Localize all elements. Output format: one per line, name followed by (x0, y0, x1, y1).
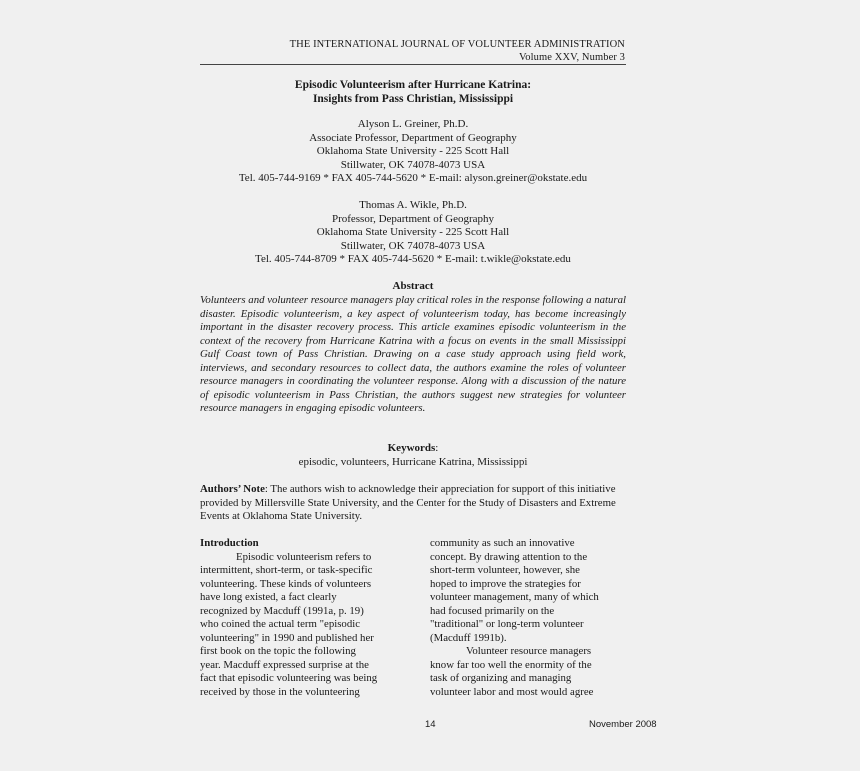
body-line: Volunteer resource managers (466, 645, 592, 657)
body-line: short-term volunteer, however, she (430, 564, 580, 576)
body-line: year. Macduff expressed surprise at the (200, 658, 369, 671)
body-line: (Macduff 1991b). (430, 631, 507, 644)
volume-number: Volume XXV, Number 3 (518, 52, 625, 63)
authors-note-label: Authors’ Note (200, 483, 265, 495)
running-header (290, 38, 625, 64)
author-name: Alyson L. Greiner, Ph.D. (357, 118, 469, 130)
journal-name: THE INTERNATIONAL JOURNAL OF VOLUNTEER ADMINISTRATION (289, 39, 625, 50)
abstract-text: Volunteers and volunteer resource managers play critical roles in the response following a natural disaster. Episodic volunteerism, a key aspect of volunteerism today, has become increasingly important in the disaster recovery process. This article examines episodic volunteerism in the context of the recovery from Hurricane Katrina with a focus on events in the small Mississippi Gulf Coast town of Pass Christian. Drawing on a case study approach using field work, interviews, and secondary resources to collect data, the authors examine the roles of volunteer resource managers in coordinating the volunteer response. Along with a discussion of the nature of episodic volunteerism in Pass Christian, the authors suggest new strategies for volunteer resource managers in engaging episodic volunteers. (200, 294, 626, 415)
body-line: know far too well the enormity of the (430, 658, 592, 671)
author-position: Associate Professor, Department of Geography (309, 131, 517, 144)
body-line: have long existed, a fact clearly (200, 591, 337, 603)
body-line: recognized by Macduff (1991a, p. 19) (200, 604, 364, 617)
header-rule (200, 64, 626, 65)
page-number: 14 (425, 719, 436, 730)
body-line: fact that episodic volunteering was being (200, 672, 378, 684)
keywords-colon: : (435, 442, 439, 454)
body-line: "traditional" or long-term volunteer (430, 618, 584, 630)
body-line: intermittent, short-term, or task-specific (200, 564, 373, 576)
body-line: task of organizing and managing (430, 672, 572, 684)
title-line-1: Episodic Volunteerism after Hurricane Katrina: (294, 79, 532, 91)
keywords-label: Keywords (387, 442, 436, 454)
abstract-heading: Abstract (392, 280, 434, 292)
body-line: hoped to improve the strategies for (430, 577, 581, 590)
authors-note (200, 483, 626, 524)
body-line: had focused primarily on the (430, 604, 555, 617)
title-line-2: Insights from Pass Christian, Mississippi (312, 93, 514, 105)
body-line: who coined the actual term "episodic (200, 618, 361, 630)
author-address: Oklahoma State University - 225 Scott Hall (316, 145, 510, 158)
body-line: volunteering" in 1990 and published her (200, 631, 374, 644)
author-position: Professor, Department of Geography (331, 212, 495, 225)
body-line: volunteer management, many of which (430, 591, 599, 603)
authors-note-text: : The authors wish to acknowledge their appreciation for support of this initiative provided by Millersville State University, and the Center for the Study of Disasters and Extreme Events at Oklahoma State University. (200, 483, 616, 523)
body-line: community as such an innovative (430, 537, 575, 549)
body-line: received by those in the volunteering (200, 685, 360, 698)
author-block-1 (200, 118, 626, 186)
body-line: Episodic volunteerism refers to (236, 550, 372, 563)
body-line: volunteering. These kinds of volunteers (200, 577, 372, 590)
body-line: concept. By drawing attention to the (430, 550, 588, 563)
introduction-heading: Introduction (200, 537, 259, 549)
author-contact: Tel. 405-744-9169 * FAX 405-744-5620 * E-mail: alyson.greiner@okstate.edu (238, 172, 588, 185)
body-line: first book on the topic the following (200, 645, 356, 657)
intro-column-left (200, 537, 415, 699)
keywords-text: episodic, volunteers, Hurricane Katrina, Mississippi (298, 456, 528, 468)
author-block-2 (200, 199, 626, 267)
author-city: Stillwater, OK 74078-4073 USA (340, 239, 486, 252)
author-city: Stillwater, OK 74078-4073 USA (340, 158, 486, 171)
body-line: volunteer labor and most would agree (430, 685, 594, 698)
author-name: Thomas A. Wikle, Ph.D. (359, 199, 467, 211)
footer-date: November 2008 (589, 719, 657, 730)
author-contact: Tel. 405-744-8709 * FAX 405-744-5620 * E-mail: t.wikle@okstate.edu (255, 253, 571, 266)
article-title (200, 78, 626, 106)
intro-column-right (430, 537, 626, 699)
author-address: Oklahoma State University - 225 Scott Hall (316, 226, 510, 239)
keywords-heading (200, 442, 626, 456)
